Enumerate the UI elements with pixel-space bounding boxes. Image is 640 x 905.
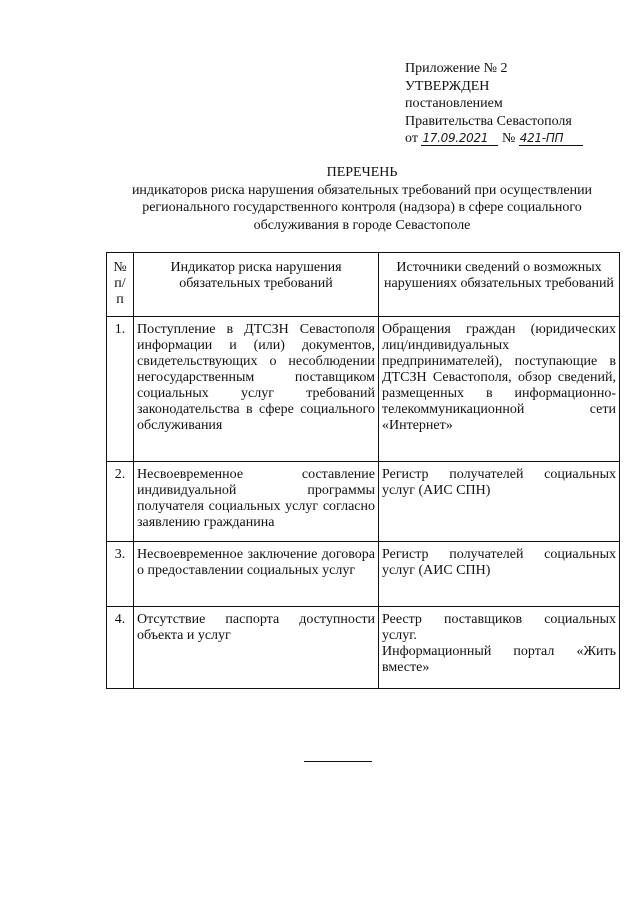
row-sources: Регистр получателей социальных услуг (АИС СПН) [379, 462, 620, 542]
row-sources: Регистр получателей социальных услуг (АИС СПН) [379, 542, 620, 607]
document-heading [105, 164, 619, 234]
table-row [107, 317, 620, 462]
handwritten-number: 421-ПП [519, 132, 583, 146]
header-indicator: Индикатор риска нарушения обязательных требований [134, 253, 379, 317]
row-sources [379, 607, 620, 689]
date-prefix: от [405, 131, 418, 146]
row-indicator: Отсутствие паспорта доступности объекта и услуг [134, 607, 379, 689]
row-indicator: Несвоевременное заключение договора о предоставлении социальных услуг [134, 542, 379, 607]
sources-line: Информационный портал «Жить вместе» [382, 644, 616, 675]
table-row [107, 462, 620, 542]
date-number-line [405, 130, 583, 148]
row-num: 3. [107, 542, 134, 607]
header-num: № п/п [107, 253, 134, 317]
table-row [107, 542, 620, 607]
handwritten-date: 17.09.2021 [421, 132, 498, 146]
row-sources: Обращения граждан (юридических лиц/индивидуальных предпринимателей), поступающие в ДТСЗН Севастополя, обзор сведений, размещенных в информационно-телекоммуникационной сети «Интернет» [379, 317, 620, 462]
row-indicator: Поступление в ДТСЗН Севастополя информации и (или) документов, свидетельствующих о несоблюдении негосударственным поставщиком социальных услуг требований законодательства в сфере социального обслуживания [134, 317, 379, 462]
table-header-row [107, 253, 620, 317]
resolution-label: постановлением [405, 96, 503, 111]
sources-line: Реестр поставщиков социальных услуг. [382, 612, 616, 643]
document-title: ПЕРЕЧЕНЬ [326, 165, 398, 180]
table-row [107, 607, 620, 689]
row-num: 2. [107, 462, 134, 542]
footer-divider [304, 761, 372, 762]
approved-label: УТВЕРЖДЕН [405, 78, 490, 94]
number-sign: № [501, 131, 516, 146]
row-indicator: Несвоевременное составление индивидуальной программы получателя социальных услуг согласно заявлению гражданина [134, 462, 379, 542]
appendix-label: Приложение № 2 [405, 61, 508, 76]
row-num: 1. [107, 317, 134, 462]
document-subtitle: индикаторов риска нарушения обязательных требований при осуществлении регионального государственного контроля (надзора) в сфере социального обслуживания в городе Севастополе [131, 182, 593, 233]
government-label: Правительства Севастополя [405, 113, 572, 129]
header-sources: Источники сведений о возможных нарушениях обязательных требований [379, 253, 620, 317]
row-num: 4. [107, 607, 134, 689]
approval-block [405, 60, 583, 148]
indicators-table [106, 252, 620, 689]
